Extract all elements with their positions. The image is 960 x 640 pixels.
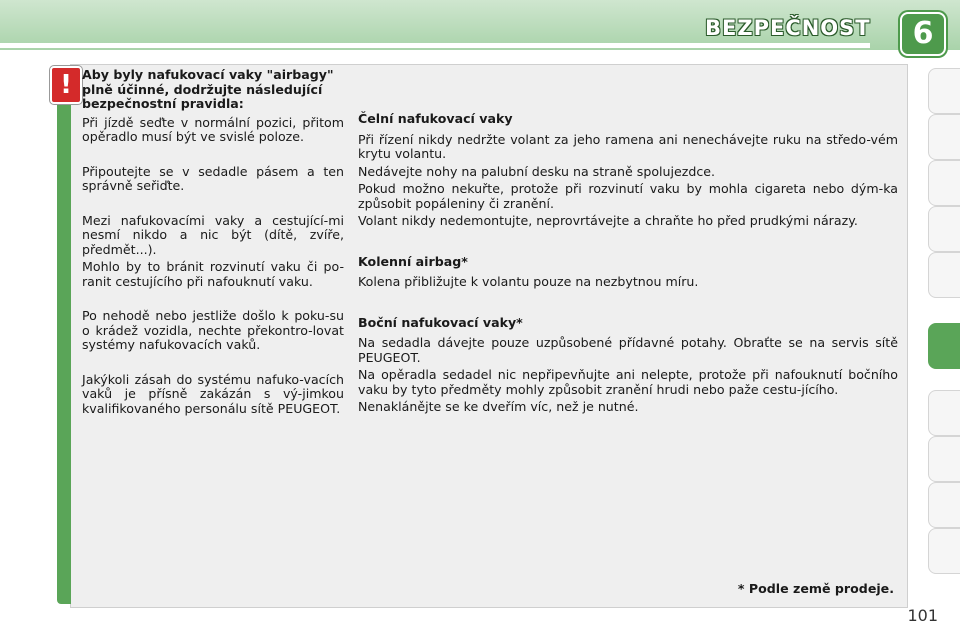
section-paragraph: Nedávejte nohy na palubní desku na straně spolujezdce. [358, 163, 716, 179]
section-paragraph: Kolena přibližujte k volantu pouze na nezbytnou míru. [358, 274, 699, 289]
chapter-tabs [928, 68, 960, 576]
left-paragraph: Po nehodě nebo jestliže došlo k poku-su o krádež vozidla, nechte překontro-lovat systémy nafukovacích vaků. [82, 308, 344, 352]
chapter-title: BEZPEČNOST [705, 16, 871, 40]
chapter-tab[interactable] [928, 114, 960, 160]
chapter-tab[interactable] [928, 436, 960, 482]
left-paragraph: Jakýkoli zásah do systému nafuko-vacích vaků je přísně zakázán s vý-jimkou kvalifikovaného personálu sítě PEUGEOT. [82, 371, 344, 416]
warning-icon [50, 66, 82, 104]
section-paragraph: Volant nikdy nedemontujte, neprovrtávejte a chraňte ho před prudkými nárazy. [358, 213, 858, 228]
chapter-badge [900, 12, 946, 56]
left-accent-rail [57, 68, 71, 604]
section-title: Čelní nafukovací vaky [358, 111, 513, 126]
section-paragraph: Na sedadla dávejte pouze uzpůsobené přídavné potahy. Obraťte se na servis sítě PEUGEOT. [358, 335, 898, 365]
page-number: 101 [907, 606, 938, 625]
chapter-tab[interactable] [928, 482, 960, 528]
section-paragraph: Při řízení nikdy nedržte volant za jeho ramena ani nenechávejte ruku na středo-vém krytu volantu. [358, 131, 898, 161]
section-paragraph: Pokud možno nekuřte, protože při rozvinutí vaku by mohla cigareta nebo dým-ka způsobit popáleniny či zranění. [358, 181, 898, 211]
section-side-airbags [358, 316, 898, 415]
chapter-number: 6 [912, 16, 934, 51]
footnote: * Podle země prodeje. [737, 581, 894, 596]
chapter-tab[interactable] [928, 206, 960, 252]
section-knee-airbag [358, 255, 898, 290]
intro-heading: Aby byly nafukovací vaky "airbagy" plně účinné, dodržujte následující bezpečnostní pravidla: [82, 67, 334, 111]
left-column [82, 68, 344, 428]
section-front-airbags [358, 112, 898, 229]
left-paragraph: Mezi nafukovacími vaky a cestující-mi nesmí nikdo a nic být (dítě, zvíře, předmět...). [82, 212, 344, 257]
chapter-tab[interactable] [928, 252, 960, 298]
section-paragraph: Na opěradla sedadel nic nepřipevňujte ani nelepte, protože při nafouknutí bočního vaku by tyto předměty mohly způsobit zranění hrudi nebo paže cestu-jícího. [358, 367, 898, 397]
section-title: Boční nafukovací vaky* [358, 314, 523, 330]
left-paragraph: Připoutejte se v sedadle pásem a ten správně seřiďte. [82, 163, 344, 193]
left-paragraph: Mohlo by to bránit rozvinutí vaku či po-ranit cestujícího při nafouknutí vaku. [82, 259, 344, 289]
left-paragraph: Při jízdě seďte v normální pozici, přitom opěradlo musí být ve svislé poloze. [82, 114, 344, 144]
chapter-tab[interactable] [928, 390, 960, 436]
chapter-tab-active[interactable] [928, 323, 960, 369]
chapter-tab[interactable] [928, 528, 960, 574]
banner-stripe [0, 43, 870, 48]
chapter-tab[interactable] [928, 160, 960, 206]
warning-mark: ! [60, 70, 72, 100]
chapter-tab[interactable] [928, 68, 960, 114]
section-title: Kolenní airbag* [358, 253, 468, 269]
section-paragraph: Nenaklánějte se ke dveřím víc, než je nutné. [358, 399, 639, 414]
right-column [358, 112, 898, 441]
